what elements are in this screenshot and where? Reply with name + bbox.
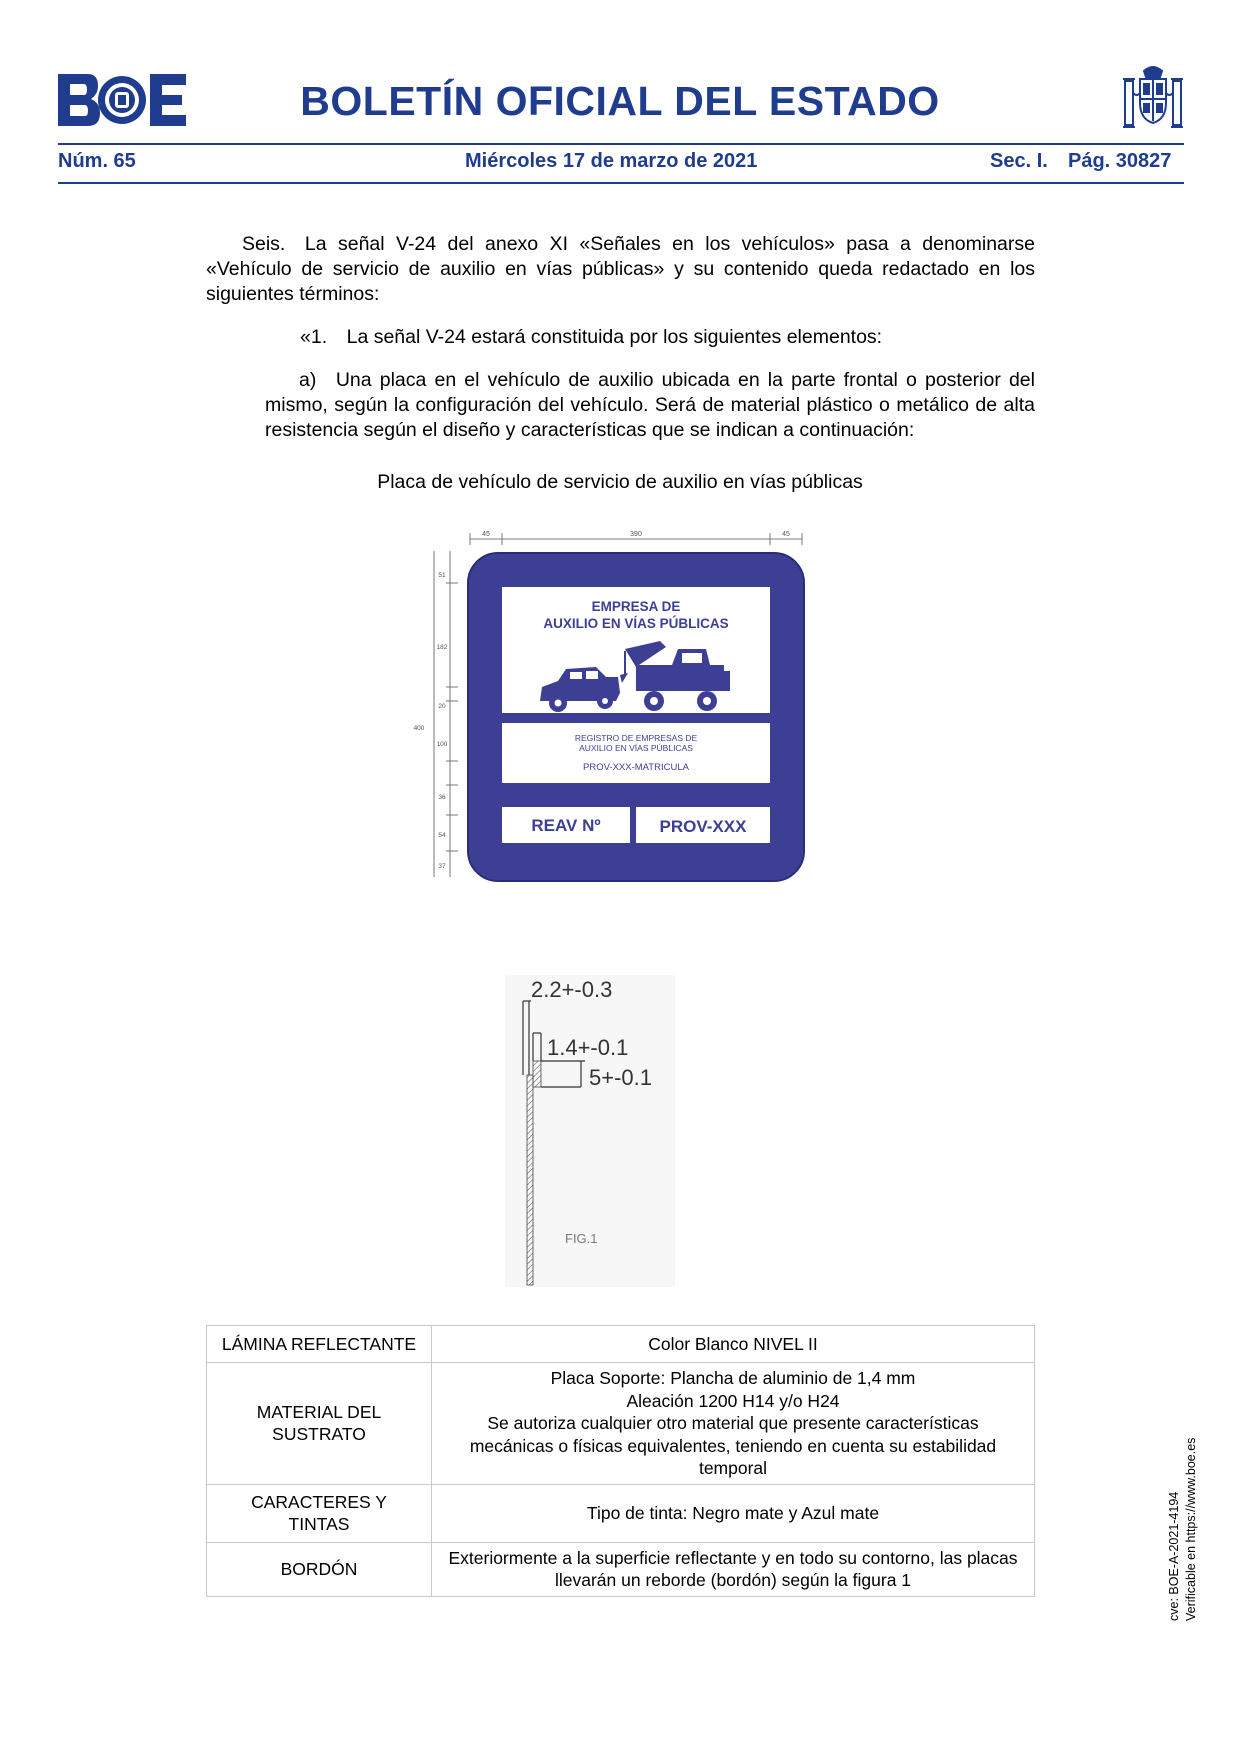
registry-line3: PROV-XXX-MATRICULA [583,762,689,773]
table-row [207,1542,1035,1596]
dim-left-100: 100 [436,741,448,748]
left-dimension-ruler [434,551,458,877]
table-row [207,1484,1035,1542]
panel-title-line1: EMPRESA DE [591,599,681,614]
page-title: BOLETÍN OFICIAL DEL ESTADO [300,78,940,124]
fig1-bordon-profile [533,1061,541,1087]
sign-registry-panel [502,723,770,783]
table-row [207,1326,1035,1363]
page-number: Pág. 30827 [1068,150,1172,172]
dim-top-center: 390 [630,531,642,538]
dim-left-51: 51 [438,572,446,579]
fig1-plate-profile [527,1075,533,1285]
dim-top-right: 45 [782,531,790,538]
figure-1-bordon-detail [505,975,675,1287]
specs-table [206,1325,1035,1597]
cve-code: Verificable en https://www.boe.es [1184,1437,1198,1621]
panel-title-line2: AUXILIO EN VÍAS PÚBLICAS [543,616,729,631]
table-cell-value: Exteriormente a la superficie reflectante y en todo su contorno, las placas llevarán un reborde (bordón) según la figura 1 [432,1542,1035,1596]
registry-line2: AUXILIO EN VÍAS PÚBLICAS [579,743,693,753]
registry-line1: REGISTRO DE EMPRESAS DE [574,733,698,743]
dim-top-left: 45 [482,531,490,538]
sign-v24-diagram [410,525,810,885]
table-cell-label: CARACTERES Y TINTAS [207,1484,432,1542]
box-reav-label: REAV Nº [531,816,601,835]
boe-logo [58,74,186,126]
table-cell-label: LÁMINA REFLECTANTE [207,1326,432,1363]
dim-left-54: 54 [438,832,446,839]
paragraph-intro: Seis. La señal V-24 del anexo XI «Señales en los vehículos» pasa a denominarse «Vehículo de servicio de auxilio en vías públicas» y su contenido queda redactado en los siguientes términos: [206,233,1035,305]
dim-left-182: 182 [436,644,448,651]
header-rule-bottom [58,182,1184,184]
fig1-dim-5: 5+-0.1 [589,1065,652,1090]
table-cell-label: BORDÓN [207,1542,432,1596]
figure-caption: Placa de vehículo de servicio de auxilio en vías públicas [377,471,863,493]
dim-left-37: 37 [438,863,446,870]
dim-total-400: 400 [413,725,425,732]
header-rule-top [58,143,1184,145]
table-cell-label: MATERIAL DEL SUSTRATO [207,1363,432,1485]
table-cell-value: Tipo de tinta: Negro mate y Azul mate [432,1484,1035,1542]
section-label: Sec. I. [990,150,1048,172]
fig1-dim-1-4: 1.4+-0.1 [547,1035,629,1060]
paragraph-item-1: «1. La señal V-24 estará constituida por los siguientes elementos: [300,326,883,348]
verification-url: cve: BOE-A-2021-4194 [1167,1491,1181,1621]
dim-left-36: 36 [438,794,446,801]
issue-number: Núm. 65 [58,150,136,172]
table-row [207,1363,1035,1485]
box-prov-label: PROV-XXX [659,817,747,836]
table-cell-value: Placa Soporte: Plancha de aluminio de 1,4 mm Aleación 1200 H14 y/o H24 Se autoriza cualquier otro material que presente características mecánicas o físicas equivalentes, teniendo en cuenta su estabilidad temporal [432,1363,1035,1485]
dim-left-20: 20 [438,703,446,710]
fig1-label: FIG.1 [565,1231,598,1246]
fig1-dim-2-2: 2.2+-0.3 [531,977,613,1002]
issue-date: Miércoles 17 de marzo de 2021 [465,150,758,172]
table-cell-value: Color Blanco NIVEL II [432,1326,1035,1363]
verification-note [1166,1401,1200,1621]
header-meta [58,150,1184,176]
paragraph-item-a: a) Una placa en el vehículo de auxilio ubicada en la parte frontal o posterior del mismo, según la configuración del vehículo. Será de material plástico o metálico de alta resistencia según el diseño y características que se indican a continuación: [265,369,1035,441]
coat-of-arms-icon [1122,63,1184,131]
